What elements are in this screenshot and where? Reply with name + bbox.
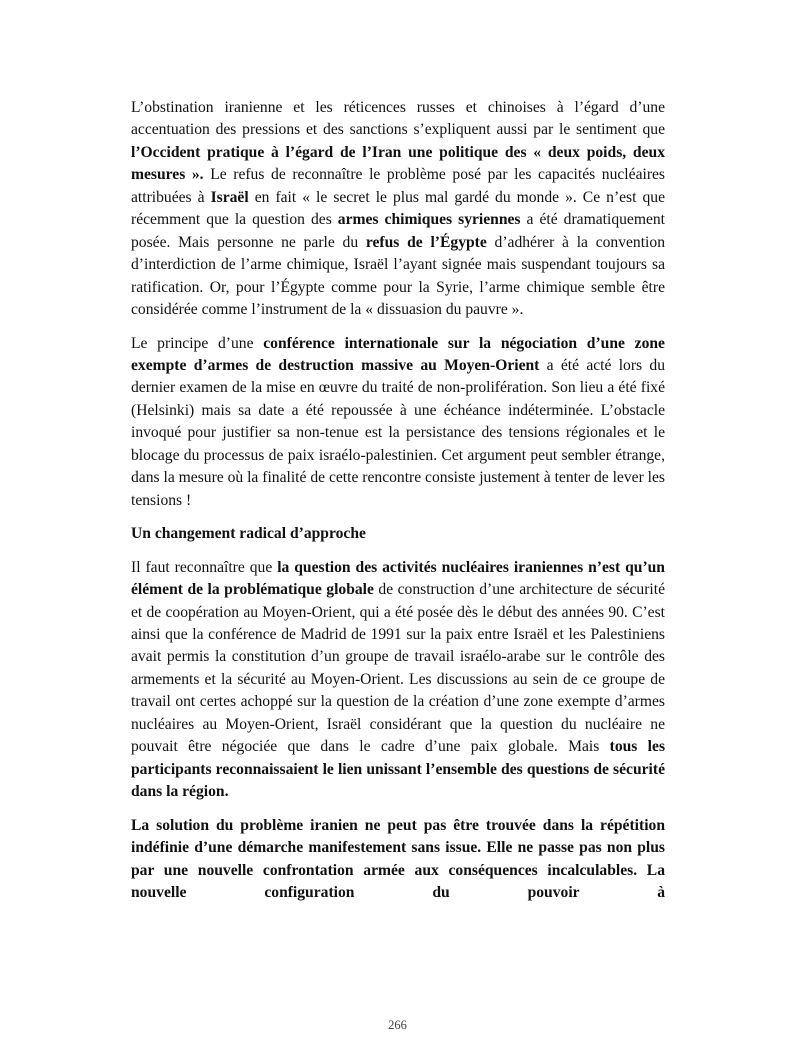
- text-run: en fait « le secret le plus mal gardé du monde ». Ce n’est que récemment que la question des: [131, 188, 665, 229]
- bold-text-run: refus de l’Égypte: [365, 233, 487, 251]
- paragraph-solution: [131, 815, 665, 905]
- text-run: L’obstination iranienne et les réticences russes et chinoises à l’égard d’une accentuation des pressions et des sanctions s’expliquent aussi par le sentiment que: [131, 99, 665, 139]
- text-run: d’adhérer à la convention d’interdiction de l’arme chimique, Israël l’ayant signée mais suspendant toujours sa ratification. Or, pour l’Égypte comme pour la Syrie, l’arme chimique semble être considérée comme l’instrument de la « dissuasion du pauvre ».: [131, 233, 665, 319]
- text-run: de construction d’une architecture de sécurité et de coopération au Moyen-Orient, qui a été posée dès le début des années 90. C’est ainsi que la conférence de Madrid de 1991 sur la paix entre Israël et les Palestiniens avait permis la constitution d’un groupe de travail israélo-arabe sur le contrôle des armements et la sécurité au Moyen-Orient. Les discussions au sein de ce groupe de travail ont certes achoppé sur la question de la création d’une zone exempte d’armes nucléaires au Moyen-Orient, Israël considérant que la question du nucléaire ne pouvait être négociée que dans le cadre d’une paix globale. Mais: [131, 581, 665, 756]
- text-run: Le refus de reconnaître le problème posé par les capacités nucléaires attribuées à: [131, 166, 666, 206]
- text-run: Il faut reconnaître que: [131, 558, 278, 576]
- bold-text-run: armes chimiques syriennes: [337, 211, 521, 229]
- text-run: a été acté lors du dernier examen de la mise en œuvre du traité de non-prolifération. Son lieu a été fixé (Helsinki) mais sa date a été repoussée à une échéance indéterminée. L’obstacle invoqué pour justifier sa non-tenue est la persistance des tensions régionales et le blocage du processus de paix israélo-palestinien. Cet argument peut sembler étrange, dans la mesure où la finalité de cette rencontre consiste justement à tenter de lever les tensions !: [131, 356, 665, 509]
- text-run: a été dramatiquement posée. Mais personne ne parle du: [131, 211, 666, 251]
- section-heading: Un changement radical d’approche: [131, 525, 366, 543]
- paragraph-conference-principle: [131, 333, 665, 513]
- bold-text-run: conférence internationale sur la négociation d’une zone exempte d’armes de destruction massive au Moyen-Orient: [131, 334, 665, 374]
- document-page: [131, 97, 665, 915]
- page-number: 266: [388, 1018, 407, 1032]
- paragraph-global-problem: [131, 557, 665, 804]
- bold-text-run: tous les participants reconnaissaient le lien unissant l’ensemble des questions de sécurité dans la région.: [131, 738, 666, 801]
- bold-text-run: l’Occident pratique à l’égard de l’Iran une politique des « deux poids, deux mesures ».: [131, 143, 665, 184]
- bold-text-run: La solution du problème iranien ne peut pas être trouvée dans la répétition indéfinie d’une démarche manifestement sans issue. Elle ne passe pas non plus par une nouvelle confrontation armée aux conséquences incalculables. La nouvelle configuration du pouvoir à: [131, 816, 665, 901]
- text-run: Le principe d’une: [131, 334, 264, 352]
- paragraph-double-standards: [131, 97, 665, 322]
- bold-text-run: la question des activités nucléaires iraniennes n’est qu’un élément de la problématique globale: [131, 558, 665, 599]
- bold-text-run: Israël: [210, 188, 249, 206]
